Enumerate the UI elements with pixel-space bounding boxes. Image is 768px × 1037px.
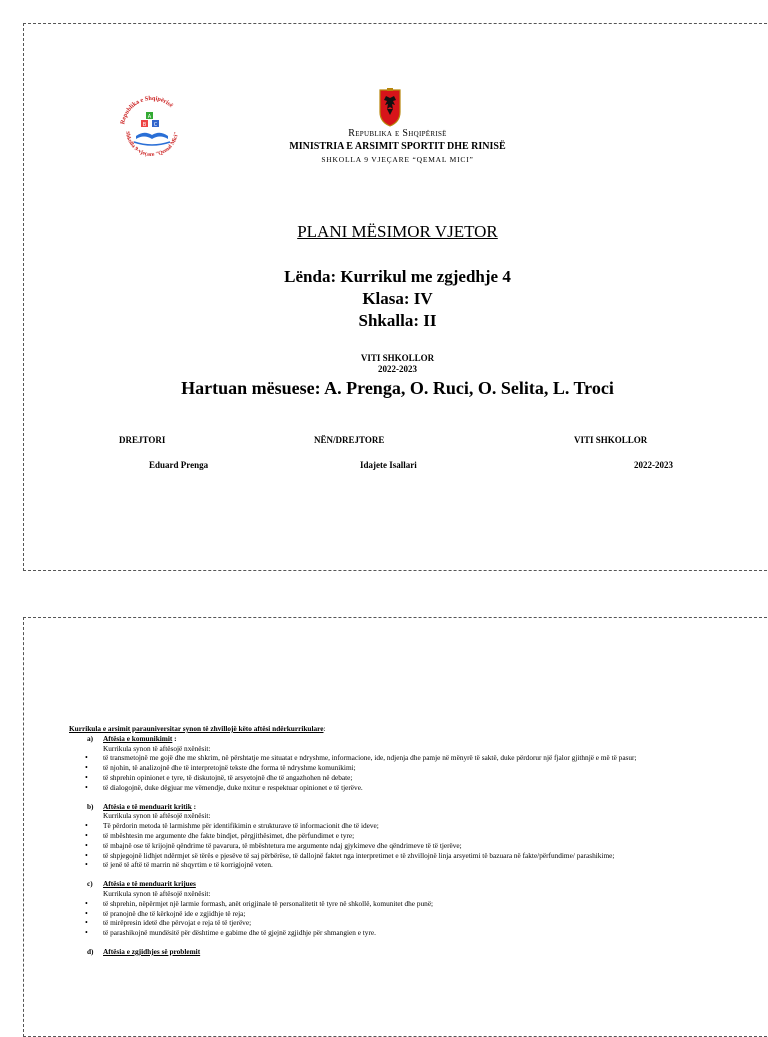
intro-tail: : [323, 724, 326, 733]
svg-text:Shkolla 9-vjeçare "Qemal Mici": Shkolla 9-vjeçare "Qemal Mici" [124, 131, 180, 159]
vice-director-label: NËN/DREJTORE [314, 435, 385, 445]
list-item: • të jenë të aftë të marrin në shqyrtim e të korrigjojnë veten. [103, 860, 709, 870]
class-line: Klasa: IV [362, 289, 433, 308]
plan-title: PLANI MËSIMOR VJETOR [297, 222, 498, 241]
skill-section [69, 879, 709, 938]
section-goal: Kurrikula synon të aftësojë nxënësit: [103, 811, 211, 821]
director-name: Eduard Prenga [149, 460, 209, 470]
vice-director-name: Idajete Isallari [360, 460, 417, 470]
republic-heading: Republika e Shqipërisë [348, 128, 447, 139]
year-label: VITI SHKOLLOR [574, 435, 648, 445]
list-item: • të parashikojnë mundësitë për dështime e gabime dhe të gjejnë zgjidhje për shmangien e tyre. [103, 928, 709, 938]
list-item: • të mirëpresin idetë dhe përvojat e reja të të tjerëve; [103, 918, 709, 928]
skill-list [69, 821, 709, 870]
section-heading [87, 879, 709, 889]
director-label: DREJTORI [119, 435, 166, 445]
list-item: • të mbajnë ose të krijojnë qëndrime të pavarura, të mbështetura me argumente ndaj gjykimeve dhe qëndrimeve të të tjerëve; [103, 841, 709, 851]
intro-text: Kurrikula e arsimit parauniversitar synon të zhvillojë këto aftësi ndërkurrikulare [69, 724, 324, 733]
list-item: • Të përdorin metoda të larmishme për identifikimin e strukturave të informacionit dhe të ideve; [103, 821, 709, 831]
section-letter: d) [87, 946, 94, 956]
school-year-label: VITI SHKOLLOR [360, 353, 435, 363]
svg-text:B: B [142, 122, 147, 128]
school-heading: SHKOLLA 9 VJEÇARE “QEMAL MICI” [321, 155, 474, 164]
skills-content [69, 724, 709, 957]
skill-list [69, 753, 709, 792]
list-item: • të pranojnë dhe të kërkojnë ide e zgjidhje të reja; [103, 909, 709, 919]
skill-list [69, 899, 709, 938]
school-year-block [24, 353, 768, 375]
albania-emblem-icon [376, 88, 404, 128]
section-letter: c) [87, 879, 93, 889]
svg-text:C: C [153, 122, 158, 128]
year-value: 2022-2023 [634, 460, 673, 470]
section-title: Aftësia e zgjidhjes së problemit [103, 946, 201, 956]
section-letter: b) [87, 801, 94, 811]
content-page [23, 617, 768, 1037]
list-item: • të mbështesin me argumente dhe fakte bindjet, përgjithësimet, dhe përfundimet e tyre; [103, 831, 709, 841]
section-title: Aftësia e të menduarit krijues [103, 879, 196, 889]
school-year-value: 2022-2023 [378, 364, 417, 374]
section-goal: Kurrikula synon të aftësojë nxënësit: [103, 888, 211, 898]
section-title: Aftësia e komunikimit [103, 733, 173, 743]
ministry-heading: MINISTRIA E ARSIMIT SPORTIT DHE RINISË [289, 141, 506, 152]
section-title: Aftësia e të menduarit kritik [103, 801, 192, 811]
section-heading [87, 802, 709, 812]
list-item: • të shprehin opinionet e tyre, të diskutojnë, të arsyetojnë dhe të angazhohen në debate; [103, 773, 709, 783]
section-heading [87, 734, 709, 744]
skill-section [69, 802, 709, 871]
section-title-tail: : [172, 733, 177, 743]
skill-section [69, 734, 709, 793]
list-item: • të dialogojnë, duke dëgjuar me vëmendje, duke nxitur e respektuar opinionet e të tjerëve. [103, 783, 709, 793]
sections-list [69, 734, 709, 957]
section-letter: a) [87, 733, 94, 743]
scale-line: Shkalla: II [358, 311, 437, 330]
cover-page [23, 23, 768, 571]
subject-block [24, 266, 768, 332]
intro-line [69, 724, 709, 734]
subject-line: Lënda: Kurrikul me zgjedhje 4 [284, 267, 511, 286]
list-item: • të shpjegojnë lidhjet ndërmjet së tërës e pjesëve të saj përbërëse, të dallojnë faktet nga interpretimet e të zhvillojnë linja arsyetimi të bazuara në fakte/përfundime/ parashikime; [103, 851, 709, 861]
list-item: • të njohin, të analizojnë dhe të interpretojnë tekste dhe forma të ndryshme komunikimi; [103, 763, 709, 773]
list-item: • të transmetojnë me gojë dhe me shkrim, në përshtatje me situatat e ndryshme, informacione, ide, ndjenja dhe pamje në mënyrë të saktë, duke përdorur një fjalor gjithnjë e më të pasur; [103, 753, 709, 763]
section-heading [87, 947, 709, 957]
svg-text:A: A [147, 114, 152, 120]
svg-text:Republika e Shqipërisë: Republika e Shqipërisë [119, 94, 175, 125]
skill-section [69, 947, 709, 957]
section-goal: Kurrikula synon të aftësojë nxënësit: [103, 743, 211, 753]
teachers-line: Hartuan mësuese: A. Prenga, O. Ruci, O. Selita, L. Troci [181, 378, 614, 398]
section-title-tail: : [191, 801, 197, 811]
list-item: • të shprehin, nëpërmjet një larmie formash, anët origjinale të personalitetit të tyre në shkollë, komunitet dhe punë; [103, 899, 709, 909]
